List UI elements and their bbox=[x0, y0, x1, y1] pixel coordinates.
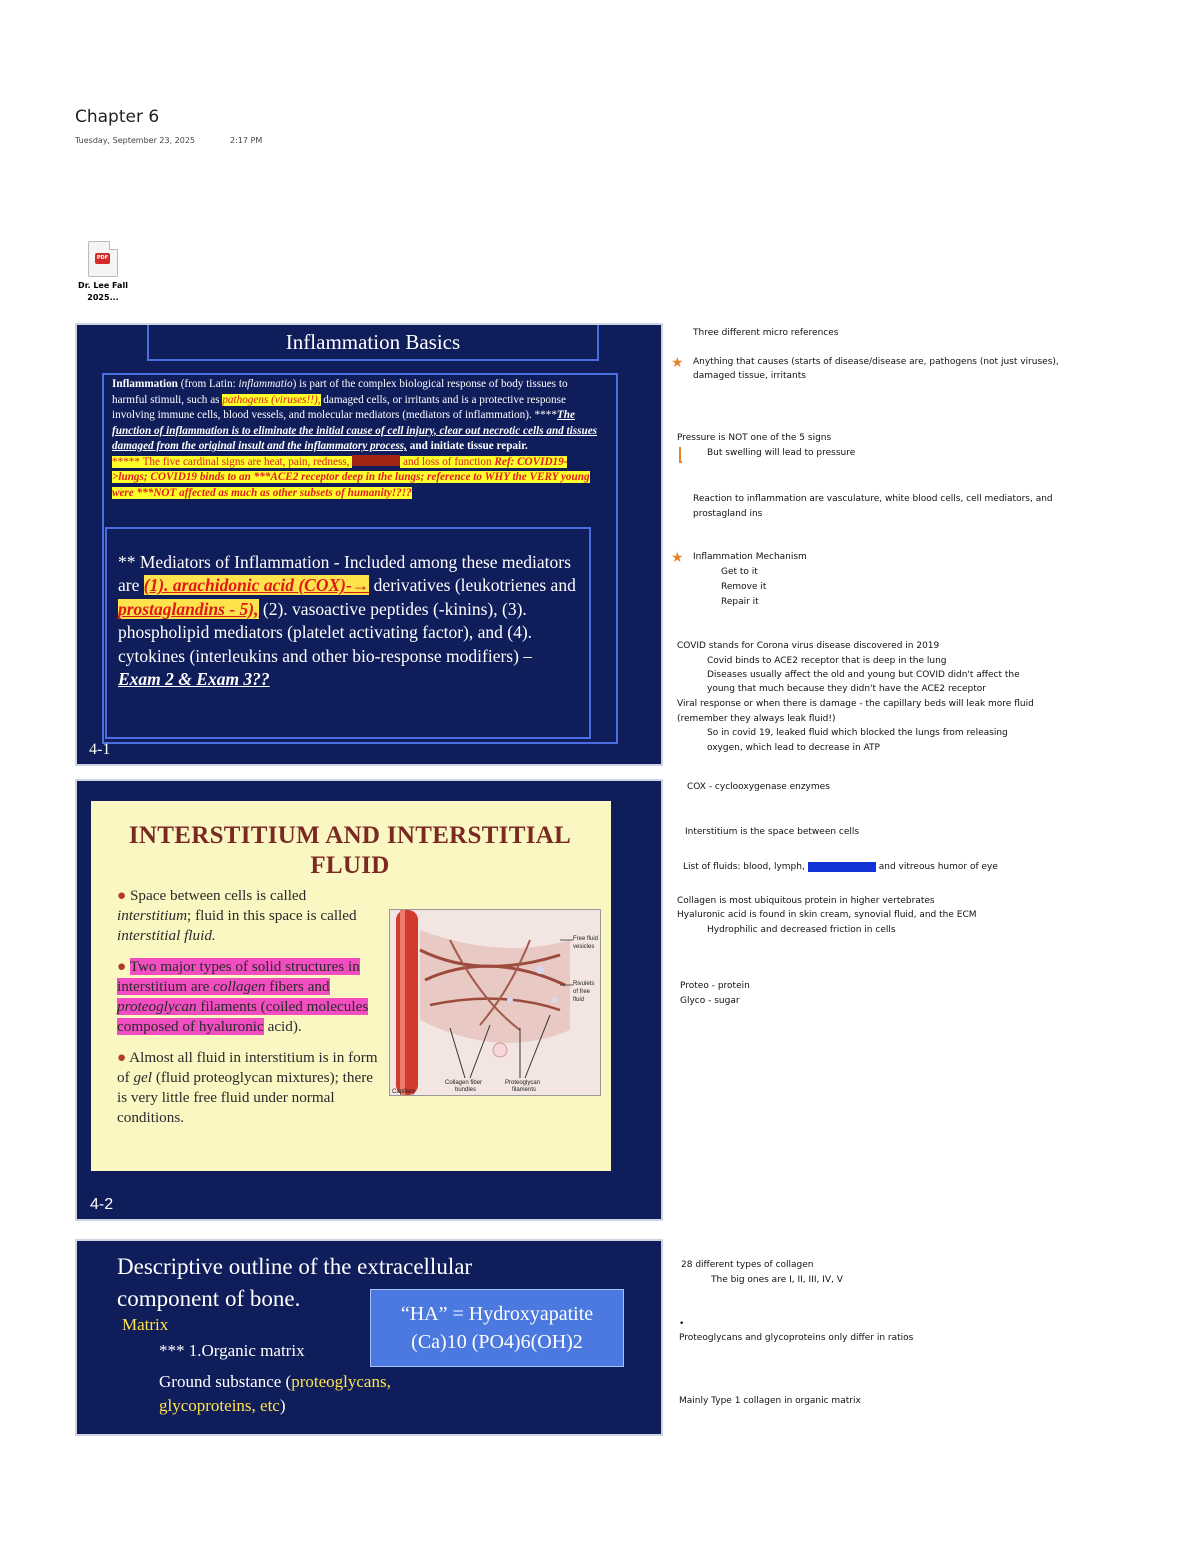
bracket-icon bbox=[679, 447, 682, 463]
note-line[interactable]: List of fluids: blood, lymph, interstitial fluid and vitreous humor of eye bbox=[683, 862, 998, 872]
note-line[interactable]: (remember they always leak fluid!) bbox=[677, 714, 836, 724]
svg-text:vesicles: vesicles bbox=[573, 944, 595, 950]
note-line[interactable]: COVID stands for Corona virus disease discovered in 2019 bbox=[677, 641, 940, 651]
note-line[interactable]: • bbox=[679, 1319, 685, 1329]
note-line[interactable]: Viral response or when there is damage - the capillary beds will leak more fluid bbox=[677, 699, 1034, 709]
list-item: ● Space between cells is called interstitium; fluid in this space is called interstitial fluid. bbox=[117, 887, 357, 944]
list-item: ● Two major types of solid structures in interstitium are collagen fibers and proteoglycan filaments (coiled molecules composed of hyaluronic acid). bbox=[117, 958, 369, 1035]
slide-bone-ecm bbox=[75, 1239, 663, 1436]
matrix-heading: Matrix bbox=[122, 1315, 169, 1334]
note-line[interactable]: Covid binds to ACE2 receptor that is deep in the lung bbox=[707, 656, 947, 666]
note-line[interactable]: Collagen is most ubiquitous protein in higher vertebrates bbox=[677, 896, 935, 906]
svg-text:Proteoglycan: Proteoglycan bbox=[505, 1080, 541, 1086]
ground-substance-line: Ground substance (proteoglycans, glycoproteins, etc) bbox=[159, 1372, 391, 1415]
note-line[interactable]: oxygen, which lead to decrease in ATP bbox=[707, 743, 880, 753]
note-line[interactable]: damaged tissue, irritants bbox=[693, 371, 806, 381]
star-icon: ★ bbox=[671, 355, 684, 371]
note-line[interactable]: Get to it bbox=[721, 567, 758, 577]
note-line[interactable]: Mainly Type 1 collagen in organic matrix bbox=[679, 1396, 861, 1406]
star-icon: ★ bbox=[671, 550, 684, 566]
svg-text:bundles: bundles bbox=[455, 1087, 477, 1093]
note-line[interactable]: Interstitium is the space between cells bbox=[685, 827, 860, 837]
svg-text:Collagen fiber: Collagen fiber bbox=[445, 1080, 483, 1086]
note-line[interactable]: Diseases usually affect the old and young but COVID didn't affect the bbox=[707, 670, 1020, 680]
note-line[interactable]: The big ones are I, II, III, IV, V bbox=[711, 1275, 843, 1285]
svg-text:fluid: fluid bbox=[573, 997, 585, 1003]
note-line[interactable]: Hyaluronic acid is found in skin cream, synovial fluid, and the ECM bbox=[677, 910, 977, 920]
note-line[interactable]: But swelling will lead to pressure bbox=[707, 448, 856, 458]
pdf-file-icon: PDF bbox=[88, 241, 118, 277]
note-line[interactable]: Three different micro references bbox=[693, 328, 839, 338]
page-title: Chapter 6 bbox=[75, 107, 160, 127]
note-line[interactable]: prostagland ins bbox=[693, 509, 763, 519]
note-line[interactable]: Glyco - sugar bbox=[680, 996, 740, 1006]
slide-interstitium bbox=[75, 779, 663, 1221]
note-line[interactable]: Inflammation Mechanism bbox=[693, 552, 807, 562]
note-line[interactable]: Repair it bbox=[721, 597, 759, 607]
highlighted-text: interstitial fluid bbox=[807, 862, 876, 872]
note-line[interactable]: COX - cyclooxygenase enzymes bbox=[687, 782, 830, 792]
note-line[interactable]: Proteoglycans and glycoproteins only differ in ratios bbox=[679, 1333, 914, 1343]
slide-title: INTERSTITIUM AND INTERSTITIAL FLUID bbox=[128, 822, 572, 879]
slide-title: Inflammation Basics bbox=[147, 325, 599, 361]
slide-number: 4-1 bbox=[89, 741, 111, 758]
note-line[interactable]: Remove it bbox=[721, 582, 767, 592]
svg-text:Capillary: Capillary bbox=[392, 1089, 416, 1095]
interstitium-diagram bbox=[389, 909, 601, 1096]
cardinal-signs: ***** The five cardinal signs are heat, pain, redness, bbox=[112, 455, 353, 468]
note-line[interactable]: young that much because they didn't have the ACE2 receptor bbox=[707, 684, 986, 694]
slide-card bbox=[91, 801, 611, 1171]
inflammation-definition: Inflammation (from Latin: inflammatio) is part of the complex biological response of body tissues to harmful stimuli, such as pathogens (viruses!!), damaged cells, or irritants and is a protective response involving immune cells, blood vessels, and molecular mediators (mediators of inflammation). ****The function of inflammation is to eliminate the initial cause of cell injury, clear out necrotic cells and tissues damaged from the original insult and the inflammatory process, and initiate tissue repair. ***** The five cardinal signs are heat, pain, redness, and loss of function Ref: COVID19->lungs; COVID19 binds to an ***ACE2 receptor deep in the lungs; reference to WHY the VERY young were ***NOT affected as much as other subsets of humanity!?!? bbox=[112, 378, 598, 499]
note-line[interactable]: Anything that causes (starts of disease/disease are, pathogens (not just viruses), bbox=[693, 357, 1059, 367]
svg-text:of free: of free bbox=[573, 989, 591, 995]
redacted-bar bbox=[352, 455, 400, 466]
mediators-text: ** Mediators of Inflammation - Included among these mediators are (1). arachidonic acid (COX)-→ derivatives (leukotrienes and prostaglandins - 5), (2). vasoactive peptides (-kinins), (3). phospholipid mediators (platelet activating factor), and (4). cytokines (interleukins and other bio-response modifiers) – Exam 2 & Exam 3?? bbox=[118, 552, 576, 690]
note-line[interactable]: 28 different types of collagen bbox=[681, 1260, 814, 1270]
slide-inflammation-basics bbox=[75, 323, 663, 766]
attachment-name: Dr. Lee Fall 2025... bbox=[78, 281, 128, 302]
bullet-list bbox=[117, 886, 379, 1139]
note-line[interactable]: Proteo - protein bbox=[680, 981, 750, 991]
slide-number: 4-2 bbox=[90, 1196, 114, 1213]
page-date: Tuesday, September 23, 2025 bbox=[75, 136, 196, 145]
hydroxyapatite-box: “HA” = Hydroxyapatite (Ca)10 (PO4)6(OH)2 bbox=[370, 1289, 624, 1367]
organic-matrix-line: *** 1.Organic matrix bbox=[159, 1341, 305, 1360]
list-item: ● Almost all fluid in interstitium is in form of gel (fluid proteoglycan mixtures); there is very little free fluid under normal conditions. bbox=[117, 1049, 378, 1126]
note-line[interactable]: Pressure is NOT one of the 5 signs bbox=[677, 433, 832, 443]
pdf-attachment[interactable] bbox=[75, 241, 131, 304]
note-line[interactable]: Hydrophilic and decreased friction in cells bbox=[707, 925, 896, 935]
slide-title: Descriptive outline of the extracellular component of bone. bbox=[117, 1254, 473, 1311]
svg-text:Free fluid: Free fluid bbox=[573, 936, 599, 942]
note-line[interactable]: So in covid 19, leaked fluid which blocked the lungs from releasing bbox=[707, 728, 1008, 738]
svg-text:filaments: filaments bbox=[512, 1087, 537, 1093]
page-time: 2:17 PM bbox=[230, 136, 263, 145]
svg-text:Rivulets: Rivulets bbox=[573, 981, 595, 987]
note-line[interactable]: Reaction to inflammation are vasculature, white blood cells, cell mediators, and bbox=[693, 494, 1053, 504]
